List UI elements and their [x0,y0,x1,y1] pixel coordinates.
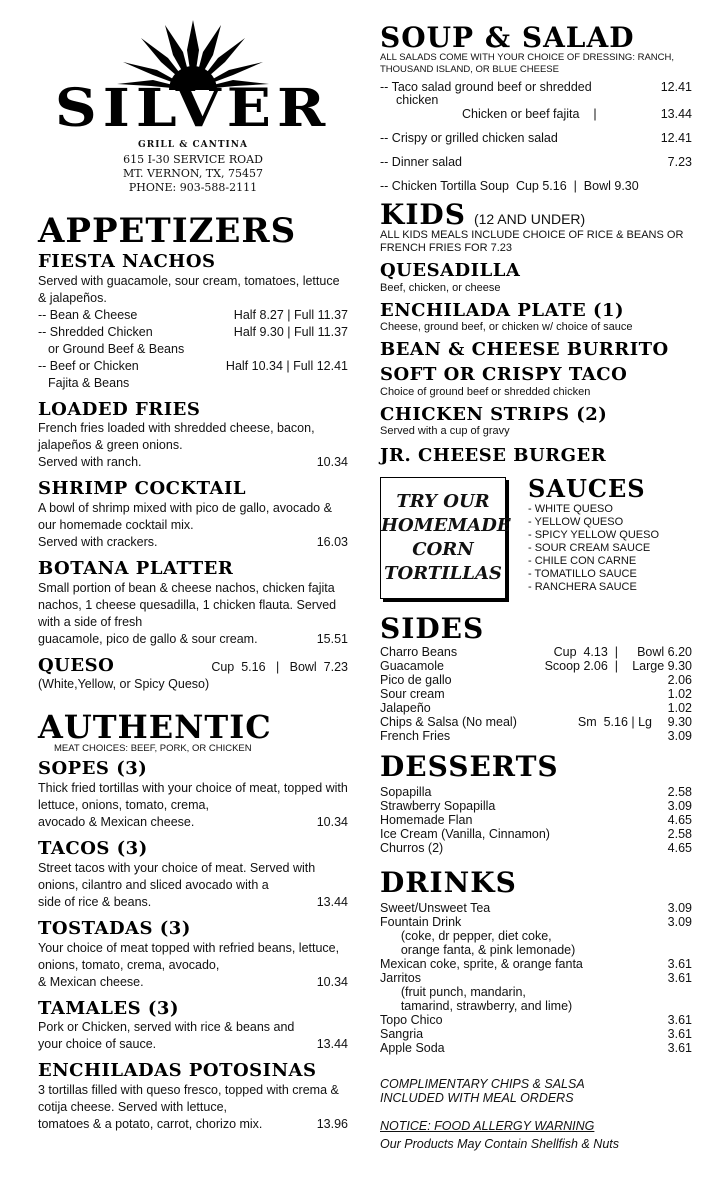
sauce-item: - YELLOW QUESO [528,516,624,529]
tortilla-box-line: HOMEMADE [381,515,511,537]
chips-notice-line-2: INCLUDED WITH MEAL ORDERS [380,1091,574,1106]
side-price: Large 9.30 [632,659,692,674]
side-name: French Fries [380,729,451,744]
dessert-name: Sopapilla [380,785,432,800]
right-column [380,21,692,1153]
drink-name: Topo Chico [380,1013,443,1028]
nachos-row-label: -- Beef or Chicken [38,358,139,373]
dinner-salad-price: 7.23 [667,155,692,169]
dessert-price: 2.58 [667,827,692,842]
loaded-fries-desc: French fries loaded with shredded cheese, bacon, jalapeños & green onions. [38,421,315,453]
dressing-note: ALL SALADS COME WITH YOUR CHOICE OF DRESSING: RANCH, THOUSAND ISLAND, OR BLUE CHEESE [380,52,675,75]
kids-item-desc: Beef, chicken, or cheese [380,281,501,294]
soup-salad-list [380,80,692,195]
drink-price: 3.61 [667,957,692,972]
tostadas-desc: Your choice of meat topped with refried beans, lettuce, onions, tomato, crema, avocado, [38,940,340,972]
kids-item-desc: Choice of ground beef or shredded chicken [380,385,591,398]
logo-name: SILVER [54,77,332,139]
shrimp-cocktail-desc-end: Served with crackers. [38,535,158,550]
kids-age: (12 AND UNDER) [473,211,586,227]
sauce-item: - CHILE CON CARNE [528,555,637,568]
kids-item-title: SOFT OR CRISPY TACO [380,364,628,386]
dessert-name: Churros (2) [380,841,444,856]
tortilla-sauces-row [380,474,692,599]
drink-detail: (coke, dr pepper, diet coke, [380,929,552,944]
nachos-row-price: Half 8.27 | Full 11.37 [233,307,348,322]
drink-price: 3.61 [667,1041,692,1056]
tacos-price: 13.44 [316,894,348,909]
tortilla-box-line: CORN [412,539,474,561]
tamales-price: 13.44 [316,1037,348,1052]
side-name: Pico de gallo [380,673,452,688]
side-name: Chips & Salsa (No meal) [380,715,517,730]
drink-name: Jarritos [380,971,421,986]
side-option: Scoop 2.06 | [544,659,618,674]
kids-heading: KIDS [380,198,466,231]
authentic-heading: AUTHENTIC [38,708,272,747]
sauce-item: - WHITE QUESO [528,503,613,516]
address-line-1: 615 I-30 SERVICE ROAD [123,153,263,166]
sopes-desc: Thick fried tortillas with your choice of meat, topped with lettuce, onions, tomato, crema, [38,781,348,813]
side-price: 1.02 [667,701,692,716]
drinks-heading: DRINKS [380,866,517,900]
side-price: Bowl 6.20 [637,645,692,660]
chips-notice-line-1: COMPLIMENTARY CHIPS & SALSA [380,1077,585,1092]
drink-name: Fountain Drink [380,915,462,930]
side-name: Jalapeño [380,701,431,716]
shrimp-cocktail-title: SHRIMP COCKTAIL [38,478,247,500]
desserts-heading: DESSERTS [380,750,559,784]
restaurant-logo [38,0,348,200]
kids-item-desc: Cheese, ground beef, or chicken w/ choice of sauce [380,321,633,334]
crispy-salad-price: 12.41 [660,131,692,145]
drink-name: Sangria [380,1027,424,1042]
loaded-fries-title: LOADED FRIES [38,398,201,420]
drink-price: 3.61 [667,1013,692,1028]
botana-platter-desc-end: guacamole, pico de gallo & sour cream. [38,631,258,646]
tacos-title: TACOS (3) [38,838,148,860]
meat-choices-note: MEAT CHOICES: BEEF, PORK, OR CHICKEN [54,743,252,755]
drinks-list [380,901,692,1055]
kids-item-desc: Served with a cup of gravy [380,425,510,438]
tortilla-box-line: TORTILLAS [384,563,502,585]
enchiladas-price: 13.96 [316,1116,348,1131]
drink-price: 3.61 [667,1027,692,1042]
left-column [38,0,348,1133]
botana-platter-price: 15.51 [316,631,348,646]
drink-price: 3.61 [667,971,692,986]
side-price: 2.06 [667,673,692,688]
side-name: Guacamole [380,659,444,674]
tostadas-desc-end: & Mexican cheese. [38,974,144,989]
sauces-list [528,474,660,599]
tamales-desc: Pork or Chicken, served with rice & beans and [38,1020,295,1035]
shrimp-cocktail-desc: A bowl of shrimp mixed with pico de gallo, avocado & our homemade cocktail mix. [38,501,332,533]
address [38,153,348,195]
side-name: Sour cream [380,687,445,702]
side-name: Charro Beans [380,645,458,660]
kids-item-title: QUESADILLA [380,260,521,281]
logo-subtitle: GRILL & CANTINA [138,140,248,150]
side-price: 3.09 [667,729,692,744]
enchiladas-desc-end: tomatoes & a potato, carrot, chorizo mix. [38,1116,263,1131]
loaded-fries-price: 10.34 [316,455,348,470]
tostadas-price: 10.34 [316,974,348,989]
nachos-row-label: or Ground Beef & Beans [48,341,185,356]
taco-salad-price: 12.41 [660,80,692,94]
homemade-tortillas-box [380,477,511,599]
address-line-2: MT. VERNON, TX, 75457 [123,167,263,180]
dessert-price: 4.65 [667,813,692,828]
drink-name: Apple Soda [380,1041,445,1056]
shrimp-cocktail-price: 16.03 [316,535,348,550]
allergy-warning-text: Our Products May Contain Shellfish & Nuts [380,1137,619,1152]
loaded-fries-desc-end: Served with ranch. [38,455,142,470]
kids-item-title: JR. CHEESE BURGER [380,445,607,467]
kids-note: ALL KIDS MEALS INCLUDE CHOICE OF RICE & BEANS OR FRENCH FRIES FOR 7.23 [380,229,684,254]
side-price: 9.30 [667,715,692,730]
kids-header [380,198,692,231]
enchiladas-desc: 3 tortillas filled with queso fresco, topped with crema & cotija cheese. Served with lettuce, [38,1082,339,1114]
tacos-desc-end: side of rice & beans. [38,894,152,909]
soup-salad-heading: SOUP & SALAD [380,21,635,54]
dessert-price: 3.09 [667,799,692,814]
fiesta-nachos-desc: Served with guacamole, sour cream, tomatoes, lettuce & jalapeños. [38,273,340,305]
sides-list [380,645,692,743]
tacos-desc: Street tacos with your choice of meat. Served with onions, cilantro and sliced avocado with a [38,860,316,892]
side-option: Cup 4.13 | [553,645,618,660]
dessert-price: 4.65 [667,841,692,856]
chips-notice [380,1077,692,1105]
sauces-heading: SAUCES [528,474,646,504]
dinner-salad-line: -- Dinner salad [380,155,462,169]
botana-platter-title: BOTANA PLATTER [38,558,234,580]
crispy-salad-line: -- Crispy or grilled chicken salad [380,131,558,145]
nachos-row-label: Fajita & Beans [48,375,130,390]
drink-price: 3.09 [667,901,692,916]
tamales-title: TAMALES (3) [38,997,179,1019]
queso-desc: (White,Yellow, or Spicy Queso) [38,677,210,692]
sauce-item: - SPICY YELLOW QUESO [528,529,660,542]
kids-menu [380,261,692,467]
tamales-desc-end: your choice of sauce. [38,1037,157,1052]
tostadas-title: TOSTADAS (3) [38,917,191,939]
drink-detail: orange fanta, & pink lemonade) [380,943,576,958]
drink-name: Mexican coke, sprite, & orange fanta [380,957,583,972]
tortilla-box-line: TRY OUR [396,491,490,513]
nachos-row-label: -- Bean & Cheese [38,307,138,322]
sauce-item: - TOMATILLO SAUCE [528,568,637,581]
dessert-name: Strawberry Sopapilla [380,799,496,814]
side-option: Sm 5.16 | Lg [577,715,652,730]
queso-title: QUESO [38,654,115,676]
phone-number: PHONE: 903-588-2111 [128,181,258,194]
botana-platter-desc: Small portion of bean & cheese nachos, chicken fajita nachos, 1 cheese quesadilla, 1 chicken flauta. Served with a side of fresh [38,580,337,629]
allergy-notice [380,1117,692,1153]
fiesta-nachos-title: FIESTA NACHOS [38,251,216,272]
sauce-item: - RANCHERA SAUCE [528,581,637,594]
drink-name: Sweet/Unsweet Tea [380,901,491,916]
fajita-salad-price: 13.44 [660,107,692,121]
drink-detail: (fruit punch, mandarin, [380,985,526,1000]
taco-salad-line-2: chicken [396,93,439,107]
sauce-item: - SOUR CREAM SAUCE [528,542,651,555]
dessert-price: 2.58 [667,785,692,800]
kids-item-title: CHICKEN STRIPS (2) [380,403,608,425]
nachos-row-price: Half 9.30 | Full 11.37 [233,324,348,339]
enchiladas-title: ENCHILADAS POTOSINAS [38,1060,317,1082]
queso-price: Cup 5.16 | Bowl 7.23 [211,659,348,674]
kids-item-title: ENCHILADA PLATE (1) [380,299,625,321]
kids-item-title: BEAN & CHEESE BURRITO [380,339,669,361]
sopes-price: 10.34 [316,815,348,830]
dessert-name: Ice Cream (Vanilla, Cinnamon) [380,827,550,842]
appetizers-heading: APPETIZERS [38,211,297,251]
nachos-row-price: Half 10.34 | Full 12.41 [225,358,348,373]
nachos-row-label: -- Shredded Chicken [38,324,153,339]
desserts-list [380,785,692,855]
dessert-name: Homemade Flan [380,813,473,828]
nachos-price-list [38,307,348,392]
sopes-desc-end: avocado & Mexican cheese. [38,815,195,830]
taco-salad-line: -- Taco salad ground beef or shredded [380,80,592,94]
fajita-salad-line: Chicken or beef fajita | [462,107,597,121]
drink-price: 3.09 [667,915,692,930]
sopes-title: SOPES (3) [38,758,148,780]
allergy-warning-title: NOTICE: FOOD ALLERGY WARNING [380,1119,595,1134]
tortilla-soup-line: -- Chicken Tortilla Soup Cup 5.16 | Bowl 9.30 [380,179,639,193]
side-price: 1.02 [667,687,692,702]
drink-detail: tamarind, strawberry, and lime) [380,999,573,1014]
sides-heading: SIDES [380,612,485,646]
